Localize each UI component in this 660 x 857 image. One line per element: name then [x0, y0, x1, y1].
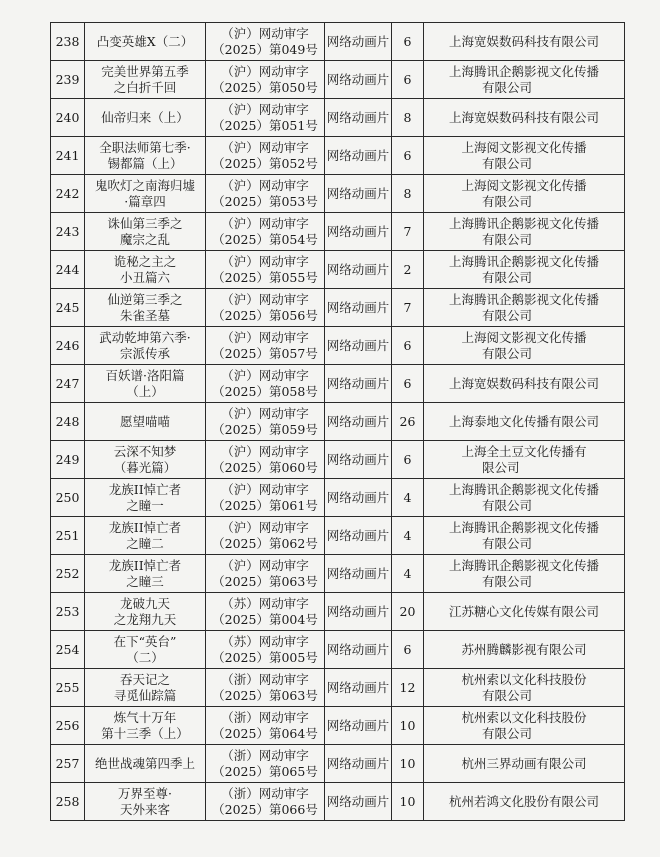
permit-number-cell: [206, 441, 325, 479]
table-row: [51, 137, 625, 175]
permit-line: （2025）第060号: [212, 459, 318, 475]
permit-line: （2025）第063号: [212, 687, 318, 703]
title-line: 魔宗之乱: [119, 231, 170, 247]
company-line: 有限公司: [482, 193, 533, 209]
title-line: （上）: [126, 383, 164, 399]
company-line: 有限公司: [482, 269, 533, 285]
permit-number-cell: [206, 745, 325, 783]
permit-line: （苏）网动审字: [221, 595, 309, 611]
table-row: [51, 783, 625, 821]
row-number-cell: 248: [51, 403, 85, 441]
permit-line: （沪）网动审字: [221, 139, 309, 155]
row-number-cell: 249: [51, 441, 85, 479]
title-cell: [85, 327, 206, 365]
table-row: [51, 61, 625, 99]
permit-line: （2025）第056号: [212, 307, 318, 323]
company-line: 上海阅文影视文化传播: [461, 329, 587, 345]
type-cell: 网络动画片: [325, 517, 392, 555]
type-cell: 网络动画片: [325, 365, 392, 403]
table-row: [51, 23, 625, 61]
title-line: 天外来客: [119, 801, 170, 817]
company-line: 限公司: [482, 459, 520, 475]
title-line: 龙族II悼亡者: [108, 519, 182, 535]
permit-number-cell: [206, 251, 325, 289]
episodes-cell: 10: [392, 707, 424, 745]
company-line: 上海腾讯企鹅影视文化传播: [448, 557, 599, 573]
permit-number-cell: [206, 707, 325, 745]
title-cell: [85, 517, 206, 555]
table-row: [51, 707, 625, 745]
title-line: 宗派传承: [119, 345, 170, 361]
title-line: （二）: [126, 649, 164, 665]
title-line: 武动乾坤第六季·: [99, 329, 191, 345]
row-number-cell: 239: [51, 61, 85, 99]
permit-line: （沪）网动审字: [221, 101, 309, 117]
title-line: 在下“英台”: [113, 633, 177, 649]
title-cell: [85, 479, 206, 517]
permit-line: （沪）网动审字: [221, 367, 309, 383]
episodes-cell: 6: [392, 137, 424, 175]
company-cell: [424, 441, 625, 479]
title-cell: [85, 289, 206, 327]
title-cell: [85, 137, 206, 175]
title-cell: [85, 251, 206, 289]
permit-number-cell: [206, 365, 325, 403]
episodes-cell: 10: [392, 783, 424, 821]
title-cell: [85, 745, 206, 783]
title-line: （暮光篇）: [113, 459, 177, 475]
company-cell: [424, 783, 625, 821]
title-line: 诛仙第三季之: [107, 215, 183, 231]
permit-number-cell: [206, 479, 325, 517]
table-row: [51, 175, 625, 213]
table-row: [51, 631, 625, 669]
company-cell: [424, 213, 625, 251]
title-line: 诡秘之主之: [113, 253, 177, 269]
permit-number-cell: [206, 289, 325, 327]
permit-line: （2025）第051号: [212, 117, 318, 133]
title-line: 龙族II悼亡者: [108, 557, 182, 573]
company-cell: [424, 23, 625, 61]
permit-line: （2025）第059号: [212, 421, 318, 437]
row-number-cell: 251: [51, 517, 85, 555]
row-number-cell: 254: [51, 631, 85, 669]
company-cell: [424, 61, 625, 99]
company-line: 上海腾讯企鹅影视文化传播: [448, 215, 599, 231]
permit-number-cell: [206, 61, 325, 99]
type-cell: 网络动画片: [325, 555, 392, 593]
table-row: [51, 479, 625, 517]
title-line: 凸变英雄X（二）: [96, 33, 194, 49]
row-number-cell: 252: [51, 555, 85, 593]
title-line: 小丑篇六: [119, 269, 170, 285]
permit-line: （沪）网动审字: [221, 215, 309, 231]
title-line: 万界至尊·: [118, 785, 172, 801]
title-cell: [85, 593, 206, 631]
permit-number-cell: [206, 403, 325, 441]
type-cell: 网络动画片: [325, 783, 392, 821]
permit-number-cell: [206, 213, 325, 251]
row-number-cell: 242: [51, 175, 85, 213]
type-cell: 网络动画片: [325, 479, 392, 517]
title-line: 云深不知梦: [113, 443, 177, 459]
episodes-cell: 4: [392, 517, 424, 555]
permit-line: （2025）第005号: [212, 649, 318, 665]
company-cell: [424, 365, 625, 403]
title-cell: [85, 403, 206, 441]
permit-line: （沪）网动审字: [221, 253, 309, 269]
permit-line: （2025）第049号: [212, 41, 318, 57]
row-number-cell: 257: [51, 745, 85, 783]
permit-line: （沪）网动审字: [221, 557, 309, 573]
row-number-cell: 247: [51, 365, 85, 403]
company-line: 有限公司: [482, 345, 533, 361]
episodes-cell: 4: [392, 479, 424, 517]
company-cell: [424, 593, 625, 631]
permit-line: （2025）第063号: [212, 573, 318, 589]
permit-number-cell: [206, 23, 325, 61]
permit-number-cell: [206, 99, 325, 137]
approval-table-body: [51, 23, 625, 821]
company-cell: [424, 403, 625, 441]
title-line: 吞天记之: [119, 671, 170, 687]
company-line: 有限公司: [482, 155, 533, 171]
title-cell: [85, 555, 206, 593]
episodes-cell: 7: [392, 289, 424, 327]
title-line: 之龙翔九天: [113, 611, 177, 627]
permit-line: （2025）第057号: [212, 345, 318, 361]
company-line: 有限公司: [482, 725, 533, 741]
permit-line: （2025）第066号: [212, 801, 318, 817]
company-cell: [424, 517, 625, 555]
company-line: 杭州索以文化科技股份: [461, 671, 587, 687]
permit-number-cell: [206, 517, 325, 555]
row-number-cell: 256: [51, 707, 85, 745]
table-row: [51, 365, 625, 403]
type-cell: 网络动画片: [325, 137, 392, 175]
title-cell: [85, 631, 206, 669]
permit-line: （浙）网动审字: [221, 709, 309, 725]
company-line: 上海腾讯企鹅影视文化传播: [448, 63, 599, 79]
table-row: [51, 213, 625, 251]
type-cell: 网络动画片: [325, 631, 392, 669]
title-line: 绝世战魂第四季上: [94, 755, 195, 771]
title-cell: [85, 441, 206, 479]
title-line: ·篇章四: [124, 193, 166, 209]
table-row: [51, 593, 625, 631]
type-cell: 网络动画片: [325, 99, 392, 137]
permit-line: （沪）网动审字: [221, 519, 309, 535]
episodes-cell: 6: [392, 23, 424, 61]
company-line: 杭州三界动画有限公司: [461, 755, 587, 771]
permit-line: （2025）第052号: [212, 155, 318, 171]
permit-line: （浙）网动审字: [221, 785, 309, 801]
row-number-cell: 240: [51, 99, 85, 137]
company-cell: [424, 631, 625, 669]
permit-line: （2025）第053号: [212, 193, 318, 209]
company-line: 上海腾讯企鹅影视文化传播: [448, 291, 599, 307]
permit-line: （沪）网动审字: [221, 405, 309, 421]
permit-number-cell: [206, 555, 325, 593]
company-cell: [424, 327, 625, 365]
table-row: [51, 441, 625, 479]
permit-line: （2025）第004号: [212, 611, 318, 627]
title-line: 锡都篇（上）: [107, 155, 183, 171]
permit-line: （沪）网动审字: [221, 443, 309, 459]
title-cell: [85, 61, 206, 99]
table-row: [51, 251, 625, 289]
title-line: 仙逆第三季之: [107, 291, 183, 307]
permit-line: （2025）第054号: [212, 231, 318, 247]
title-line: 第十三季（上）: [101, 725, 189, 741]
permit-line: （沪）网动审字: [221, 481, 309, 497]
permit-number-cell: [206, 783, 325, 821]
permit-line: （2025）第061号: [212, 497, 318, 513]
type-cell: 网络动画片: [325, 289, 392, 327]
row-number-cell: 250: [51, 479, 85, 517]
row-number-cell: 243: [51, 213, 85, 251]
row-number-cell: 253: [51, 593, 85, 631]
title-line: 愿望喵喵: [119, 413, 170, 429]
title-line: 朱雀圣墓: [119, 307, 170, 323]
row-number-cell: 258: [51, 783, 85, 821]
type-cell: 网络动画片: [325, 745, 392, 783]
company-line: 上海腾讯企鹅影视文化传播: [448, 519, 599, 535]
permit-line: （浙）网动审字: [221, 747, 309, 763]
episodes-cell: 6: [392, 441, 424, 479]
company-cell: [424, 251, 625, 289]
company-cell: [424, 479, 625, 517]
episodes-cell: 12: [392, 669, 424, 707]
company-cell: [424, 555, 625, 593]
title-line: 百妖谱·洛阳篇: [105, 367, 185, 383]
company-cell: [424, 707, 625, 745]
title-line: 炼气十万年: [113, 709, 177, 725]
company-line: 有限公司: [482, 231, 533, 247]
episodes-cell: 6: [392, 631, 424, 669]
episodes-cell: 6: [392, 365, 424, 403]
company-cell: [424, 99, 625, 137]
title-line: 之白折千回: [113, 79, 177, 95]
company-line: 上海腾讯企鹅影视文化传播: [448, 481, 599, 497]
company-line: 上海宽娱数码科技有限公司: [448, 375, 599, 391]
permit-number-cell: [206, 593, 325, 631]
company-line: 上海阅文影视文化传播: [461, 177, 587, 193]
company-line: 上海宽娱数码科技有限公司: [448, 109, 599, 125]
company-line: 上海宽娱数码科技有限公司: [448, 33, 599, 49]
episodes-cell: 20: [392, 593, 424, 631]
company-line: 上海腾讯企鹅影视文化传播: [448, 253, 599, 269]
title-line: 鬼吹灯之南海归墟: [94, 177, 195, 193]
table-row: [51, 555, 625, 593]
company-line: 有限公司: [482, 573, 533, 589]
title-cell: [85, 99, 206, 137]
table-row: [51, 99, 625, 137]
company-line: 上海阅文影视文化传播: [461, 139, 587, 155]
title-cell: [85, 365, 206, 403]
title-line: 寻觅仙踪篇: [113, 687, 177, 703]
permit-number-cell: [206, 137, 325, 175]
type-cell: 网络动画片: [325, 593, 392, 631]
title-cell: [85, 669, 206, 707]
permit-number-cell: [206, 669, 325, 707]
company-line: 有限公司: [482, 307, 533, 323]
permit-line: （沪）网动审字: [221, 63, 309, 79]
permit-line: （2025）第064号: [212, 725, 318, 741]
row-number-cell: 246: [51, 327, 85, 365]
permit-line: （2025）第058号: [212, 383, 318, 399]
type-cell: 网络动画片: [325, 213, 392, 251]
company-line: 有限公司: [482, 535, 533, 551]
company-line: 上海泰地文化传播有限公司: [448, 413, 599, 429]
title-line: 之瞳二: [126, 535, 164, 551]
permit-number-cell: [206, 175, 325, 213]
approval-table: [50, 22, 625, 821]
title-line: 完美世界第五季: [101, 63, 189, 79]
episodes-cell: 4: [392, 555, 424, 593]
table-row: [51, 517, 625, 555]
company-cell: [424, 289, 625, 327]
permit-line: （2025）第062号: [212, 535, 318, 551]
episodes-cell: 7: [392, 213, 424, 251]
company-line: 江苏糖心文化传媒有限公司: [448, 603, 599, 619]
table-row: [51, 403, 625, 441]
type-cell: 网络动画片: [325, 403, 392, 441]
title-cell: [85, 175, 206, 213]
table-row: [51, 669, 625, 707]
permit-number-cell: [206, 631, 325, 669]
episodes-cell: 8: [392, 175, 424, 213]
permit-line: （2025）第065号: [212, 763, 318, 779]
type-cell: 网络动画片: [325, 23, 392, 61]
company-line: 有限公司: [482, 497, 533, 513]
company-cell: [424, 175, 625, 213]
title-cell: [85, 213, 206, 251]
permit-line: （苏）网动审字: [221, 633, 309, 649]
title-line: 龙族II悼亡者: [108, 481, 182, 497]
type-cell: 网络动画片: [325, 441, 392, 479]
company-line: 上海全土豆文化传播有: [461, 443, 587, 459]
title-line: 之瞳一: [126, 497, 164, 513]
type-cell: 网络动画片: [325, 707, 392, 745]
company-line: 有限公司: [482, 79, 533, 95]
permit-line: （沪）网动审字: [221, 25, 309, 41]
permit-line: （沪）网动审字: [221, 291, 309, 307]
company-cell: [424, 669, 625, 707]
company-line: 有限公司: [482, 687, 533, 703]
title-line: 之瞳三: [126, 573, 164, 589]
episodes-cell: 10: [392, 745, 424, 783]
row-number-cell: 245: [51, 289, 85, 327]
company-cell: [424, 745, 625, 783]
type-cell: 网络动画片: [325, 669, 392, 707]
row-number-cell: 255: [51, 669, 85, 707]
permit-line: （2025）第050号: [212, 79, 318, 95]
company-line: 苏州腾麟影视有限公司: [461, 641, 587, 657]
permit-line: （2025）第055号: [212, 269, 318, 285]
title-line: 龙破九天: [119, 595, 170, 611]
permit-number-cell: [206, 327, 325, 365]
table-row: [51, 745, 625, 783]
row-number-cell: 238: [51, 23, 85, 61]
title-line: 全职法师第七季·: [99, 139, 191, 155]
permit-line: （沪）网动审字: [221, 329, 309, 345]
table-row: [51, 289, 625, 327]
episodes-cell: 6: [392, 327, 424, 365]
episodes-cell: 26: [392, 403, 424, 441]
episodes-cell: 2: [392, 251, 424, 289]
company-line: 杭州索以文化科技股份: [461, 709, 587, 725]
episodes-cell: 6: [392, 61, 424, 99]
company-cell: [424, 137, 625, 175]
company-line: 杭州若鸿文化股份有限公司: [448, 793, 599, 809]
permit-line: （沪）网动审字: [221, 177, 309, 193]
row-number-cell: 241: [51, 137, 85, 175]
episodes-cell: 8: [392, 99, 424, 137]
title-cell: [85, 783, 206, 821]
table-row: [51, 327, 625, 365]
permit-line: （浙）网动审字: [221, 671, 309, 687]
title-cell: [85, 707, 206, 745]
type-cell: 网络动画片: [325, 61, 392, 99]
title-line: 仙帝归来（上）: [101, 109, 189, 125]
type-cell: 网络动画片: [325, 251, 392, 289]
title-cell: [85, 23, 206, 61]
type-cell: 网络动画片: [325, 327, 392, 365]
row-number-cell: 244: [51, 251, 85, 289]
type-cell: 网络动画片: [325, 175, 392, 213]
